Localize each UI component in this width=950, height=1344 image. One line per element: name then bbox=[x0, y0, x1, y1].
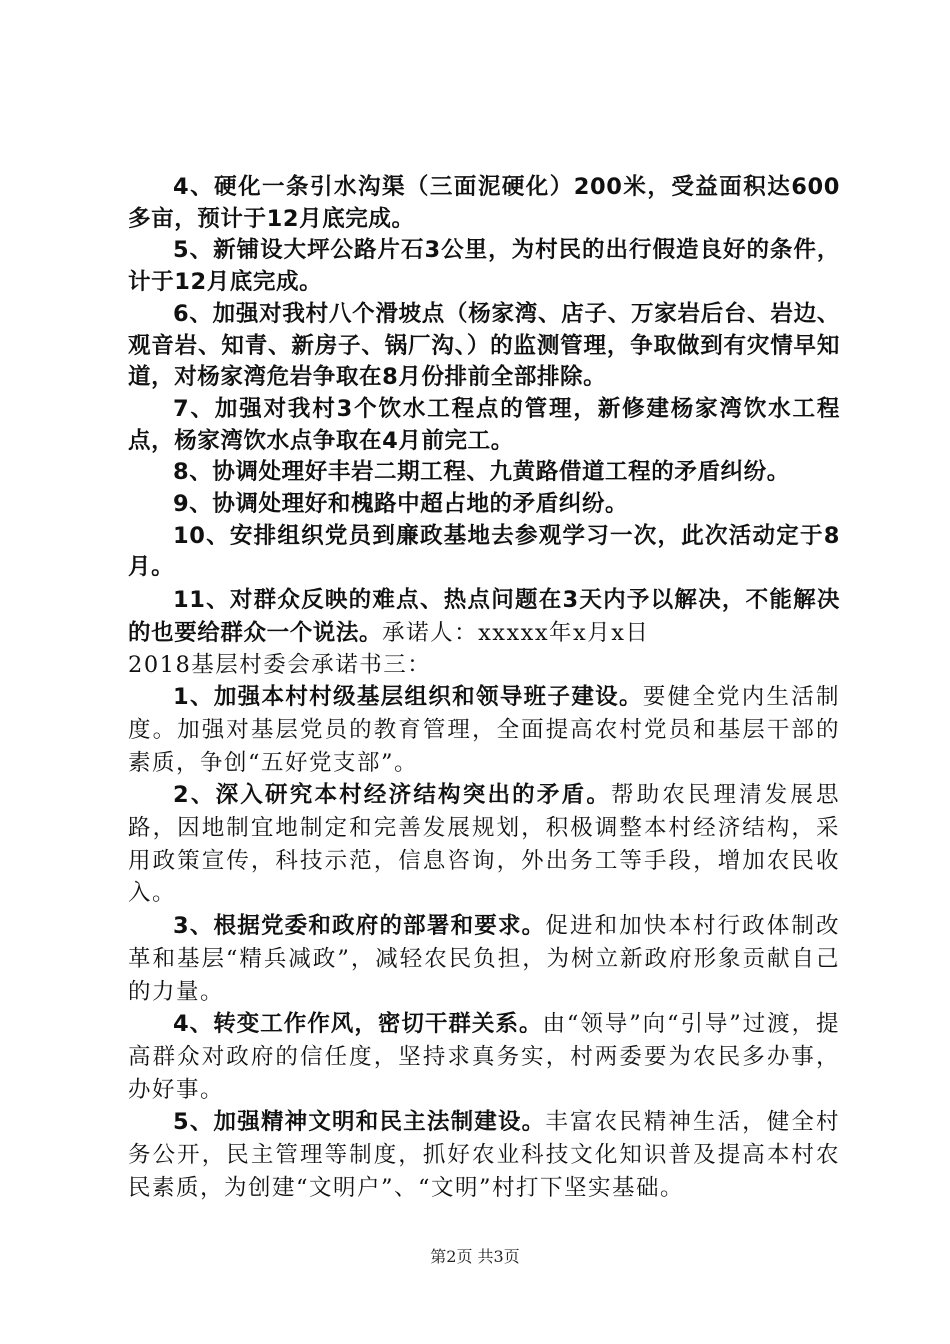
list-item: 4、硬化一条引水沟渠（三面泥硬化）200米，受益面积达600多亩，预计于12月底完成。 bbox=[128, 174, 840, 232]
commitment-body: 由“领导”向“引导”过渡，提高群众对政府的信任度，坚持求真务实，村两委要为农民多办事，办好事。 bbox=[128, 1011, 840, 1103]
commitment-heading: 1、加强本村村级基层组织和领导班子建设。 bbox=[173, 684, 643, 711]
commitment-item bbox=[128, 681, 840, 779]
commitment-item bbox=[128, 779, 840, 910]
commitment-body: 丰富农民精神生活，健全村务公开，民主管理等制度，抓好农业科技文化知识普及提高本村农民素质，为创建“文明户”、“文明”村打下坚实基础。 bbox=[128, 1109, 840, 1201]
page-number-footer: 第2页 共3页 bbox=[430, 1247, 520, 1266]
list-item-11 bbox=[128, 584, 840, 649]
commitment-body: 促进和加快本村行政体制改革和基层“精兵减政”，减轻农民负担，为树立新政府形象贡献自己的力量。 bbox=[128, 913, 840, 1005]
commitment-body: 帮助农民理清发展思路，因地制宜地制定和完善发展规划，积极调整本村经济结构，采用政策宣传，科技示范，信息咨询，外出务工等手段，增加农民收入。 bbox=[128, 782, 840, 907]
list-item: 10、安排组织党员到廉政基地去参观学习一次，此次活动定于8月。 bbox=[128, 522, 840, 581]
list-item: 6、加强对我村八个滑坡点（杨家湾、店子、万家岩后台、岩边、观音岩、知青、新房子、锅厂沟、）的监测管理，争取做到有灾情早知道，对杨家湾危岩争取在8月份排前全部排除。 bbox=[128, 300, 840, 391]
commitment-body: 要健全党内生活制度。加强对基层党员的教育管理，全面提高农村党员和基层干部的素质，争创“五好党支部”。 bbox=[128, 684, 840, 776]
list-item: 5、新铺设大坪公路片石3公里，为村民的出行假造良好的条件，计于12月底完成。 bbox=[128, 237, 840, 296]
section-title: 2018基层村委会承诺书三： bbox=[128, 651, 432, 678]
document-body bbox=[128, 172, 840, 1205]
item-11-text: 11、对群众反映的难点、热点问题在3天内予以解决，不能解决的也要给群众一个说法。 bbox=[128, 587, 840, 646]
commitment-item bbox=[128, 1106, 840, 1204]
commitment-heading: 3、根据党委和政府的部署和要求。 bbox=[173, 913, 546, 940]
list-item: 8、协调处理好丰岩二期工程、九黄路借道工程的矛盾纠纷。 bbox=[173, 459, 790, 486]
list-item: 7、加强对我村3个饮水工程点的管理，新修建杨家湾饮水工程点，杨家湾饮水点争取在4月前完工。 bbox=[128, 395, 840, 454]
commitment-heading: 4、转变工作作风，密切干群关系。 bbox=[173, 1011, 543, 1038]
commitment-item bbox=[128, 910, 840, 1008]
commitment-heading: 2、深入研究本村经济结构突出的矛盾。 bbox=[173, 782, 612, 809]
list-item: 9、协调处理好和槐路中超占地的矛盾纠纷。 bbox=[173, 491, 629, 518]
commitment-item bbox=[128, 1008, 840, 1106]
commitment-heading: 5、加强精神文明和民主法制建设。 bbox=[173, 1109, 546, 1136]
signature-line: 承诺人：xxxxx年x月x日 bbox=[382, 619, 650, 646]
